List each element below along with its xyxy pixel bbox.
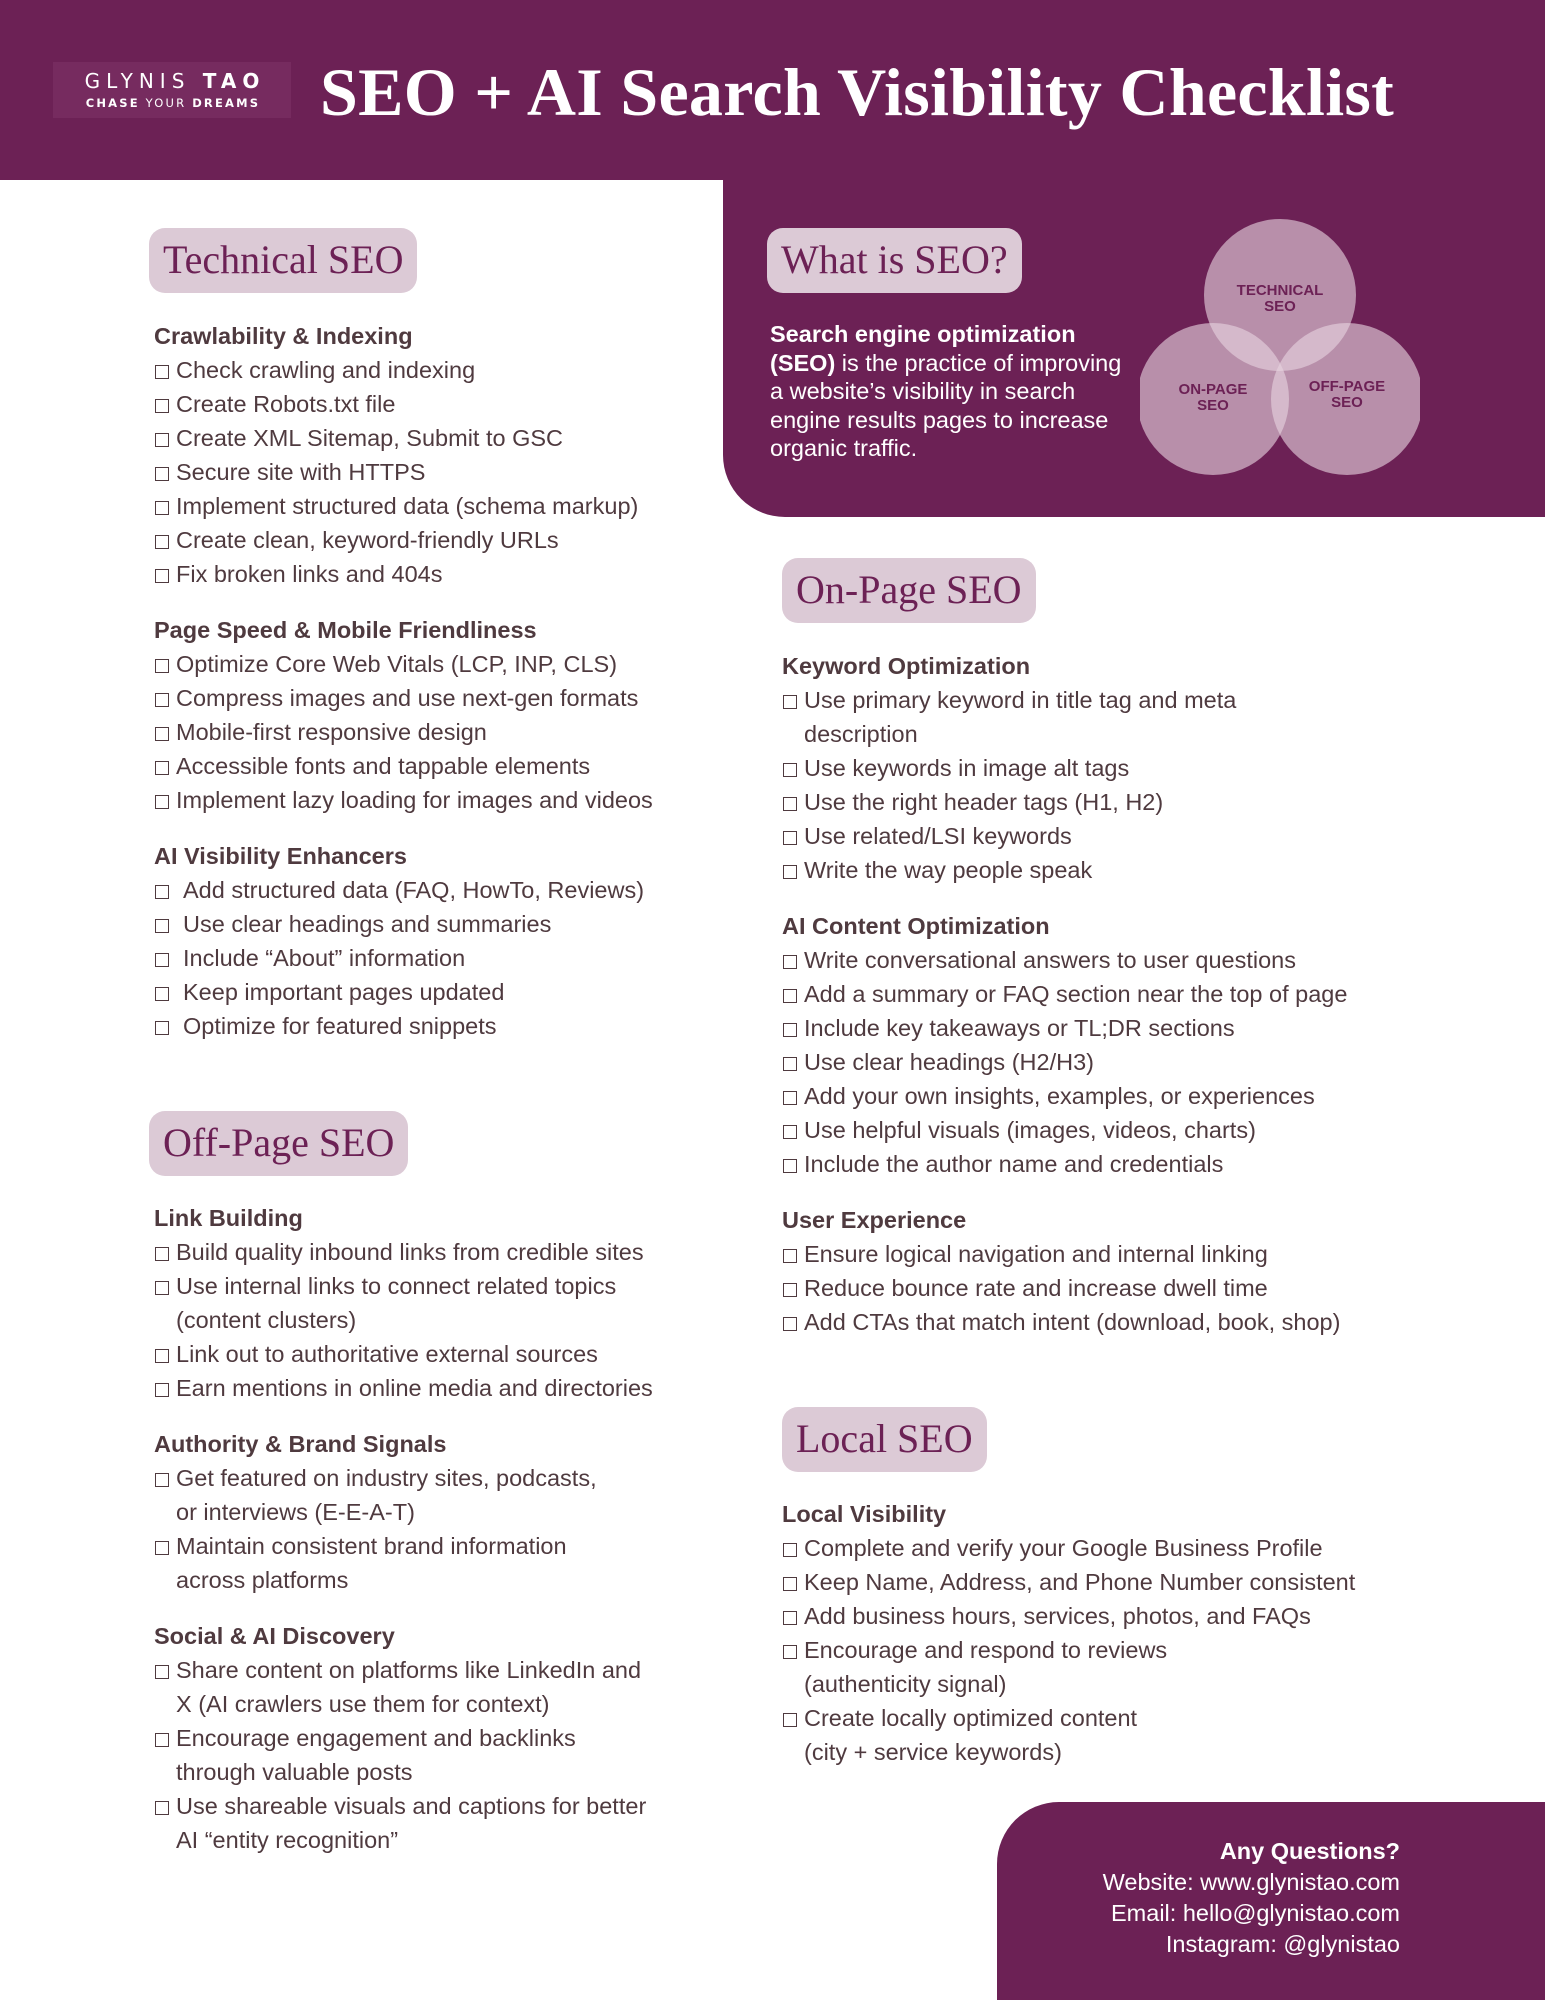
checklist-item-line: Link out to authoritative external sources bbox=[176, 1341, 598, 1367]
checklist-item-line: Add business hours, services, photos, and FAQs bbox=[804, 1603, 1311, 1629]
contact-instagram-link[interactable]: Instagram: @glynistao bbox=[1165, 1931, 1400, 1957]
checklist-item-text bbox=[183, 907, 551, 941]
logo-tagline: CHASE YOUR DREAMS bbox=[85, 96, 261, 110]
on-page-seo-heading: On-Page SEO bbox=[782, 558, 1036, 623]
checklist-item-line: Include the author name and credentials bbox=[804, 1151, 1224, 1177]
checklist-group-title: Authority & Brand Signals bbox=[154, 1431, 447, 1457]
venn-label-technical: TECHNICAL SEO bbox=[1236, 282, 1324, 315]
checklist-item[interactable] bbox=[782, 819, 1347, 853]
checklist-item-text bbox=[183, 941, 465, 975]
checklist-item-text bbox=[804, 683, 1236, 751]
checkbox-icon[interactable] bbox=[783, 1159, 797, 1173]
checkbox-icon[interactable] bbox=[783, 865, 797, 879]
checklist-item[interactable] bbox=[782, 943, 1347, 977]
checkbox-icon[interactable] bbox=[783, 1713, 797, 1727]
checklist-item[interactable] bbox=[782, 1701, 1355, 1769]
venn-circles-icon bbox=[1140, 215, 1420, 475]
checklist-item-line: or interviews (E-E-A-T) bbox=[176, 1499, 415, 1525]
group-spacer bbox=[154, 1597, 653, 1619]
checklist-item[interactable] bbox=[154, 353, 653, 387]
checkbox-icon[interactable] bbox=[155, 987, 169, 1001]
venn-label-on-page: ON-PAGE SEO bbox=[1178, 381, 1248, 414]
group-spacer bbox=[154, 1405, 653, 1427]
checklist-item-line: Add your own insights, examples, or experiences bbox=[804, 1083, 1315, 1109]
checkbox-icon[interactable] bbox=[155, 953, 169, 967]
checklist-item[interactable] bbox=[154, 1269, 653, 1337]
checklist-item-line: across platforms bbox=[176, 1567, 349, 1593]
checklist-item[interactable] bbox=[782, 751, 1347, 785]
checklist-item-line: Use helpful visuals (images, videos, charts) bbox=[804, 1117, 1256, 1143]
checklist-item-text bbox=[804, 1045, 1094, 1079]
checklist-item-line: Build quality inbound links from credible sites bbox=[176, 1239, 644, 1265]
checklist-item-text bbox=[176, 1235, 644, 1269]
checklist-item[interactable] bbox=[154, 1371, 653, 1405]
checklist-item-text bbox=[176, 387, 395, 421]
checkbox-icon[interactable] bbox=[783, 1577, 797, 1591]
checklist-item-line: Maintain consistent brand information bbox=[176, 1533, 567, 1559]
checklist-item[interactable] bbox=[782, 1633, 1355, 1701]
checklist-item-text bbox=[804, 1113, 1256, 1147]
checklist-item-line: Write conversational answers to user questions bbox=[804, 947, 1296, 973]
checkbox-icon[interactable] bbox=[155, 1383, 169, 1397]
checklist-item[interactable] bbox=[154, 975, 653, 1009]
checklist-item-text bbox=[176, 783, 653, 817]
checklist-item[interactable] bbox=[154, 387, 653, 421]
checklist-item[interactable] bbox=[154, 489, 653, 523]
checklist-item-line: Use related/LSI keywords bbox=[804, 823, 1072, 849]
checklist-item-text bbox=[804, 1079, 1315, 1113]
checklist-item[interactable] bbox=[782, 853, 1347, 887]
checklist-item[interactable] bbox=[154, 1529, 653, 1597]
checklist-item[interactable] bbox=[782, 1079, 1347, 1113]
checklist-item-line: description bbox=[804, 721, 918, 747]
checklist-item-line: Use clear headings (H2/H3) bbox=[804, 1049, 1094, 1075]
contact-question: Any Questions? bbox=[1219, 1838, 1400, 1864]
checkbox-icon[interactable] bbox=[155, 1541, 169, 1555]
checklist-group-title: AI Visibility Enhancers bbox=[154, 843, 407, 869]
checklist-item-line: Add CTAs that match intent (download, book, shop) bbox=[804, 1309, 1341, 1335]
checklist-item-line: Add a summary or FAQ section near the top of page bbox=[804, 981, 1348, 1007]
checklist-item-line: Create Robots.txt file bbox=[176, 391, 396, 417]
seo-venn-diagram bbox=[1140, 215, 1420, 475]
off-page-seo-section bbox=[154, 1201, 653, 1857]
checklist-item-line: Secure site with HTTPS bbox=[176, 459, 426, 485]
checklist-item[interactable] bbox=[782, 785, 1347, 819]
checklist-item-text bbox=[804, 1237, 1268, 1271]
checklist-item[interactable] bbox=[154, 749, 653, 783]
checklist-item[interactable] bbox=[782, 1305, 1347, 1339]
group-spacer bbox=[154, 817, 653, 839]
checkbox-icon[interactable] bbox=[783, 1283, 797, 1297]
checklist-item-line: Use internal links to connect related topics bbox=[176, 1273, 617, 1299]
checkbox-icon[interactable] bbox=[783, 1645, 797, 1659]
checkbox-icon[interactable] bbox=[155, 569, 169, 583]
checklist-item[interactable] bbox=[782, 1045, 1347, 1079]
checkbox-icon[interactable] bbox=[783, 1611, 797, 1625]
checklist-item-line: Encourage engagement and backlinks bbox=[176, 1725, 576, 1751]
off-page-seo-heading: Off-Page SEO bbox=[149, 1111, 408, 1176]
technical-seo-heading: Technical SEO bbox=[149, 228, 417, 293]
checklist-item-text bbox=[804, 1565, 1355, 1599]
checkbox-icon[interactable] bbox=[155, 693, 169, 707]
checklist-item-text bbox=[183, 1009, 497, 1043]
checklist-item-text bbox=[176, 557, 442, 591]
checklist-item-line: Earn mentions in online media and directories bbox=[176, 1375, 653, 1401]
checkbox-icon[interactable] bbox=[155, 1247, 169, 1261]
checkbox-icon[interactable] bbox=[155, 1801, 169, 1815]
checklist-item-line: Use keywords in image alt tags bbox=[804, 755, 1130, 781]
checklist-item-text bbox=[804, 1531, 1323, 1565]
checkbox-icon[interactable] bbox=[783, 1125, 797, 1139]
checklist-item-text bbox=[176, 1371, 653, 1405]
local-seo-heading: Local SEO bbox=[782, 1407, 987, 1472]
checklist-item[interactable] bbox=[782, 1011, 1347, 1045]
checklist-item-text bbox=[176, 1653, 641, 1721]
group-spacer bbox=[154, 591, 653, 613]
checklist-item[interactable] bbox=[154, 421, 653, 455]
checklist-item-line: Implement lazy loading for images and videos bbox=[176, 787, 653, 813]
checklist-item[interactable] bbox=[782, 1531, 1355, 1565]
checklist-item-line: Optimize Core Web Vitals (LCP, INP, CLS) bbox=[176, 651, 618, 677]
checklist-group-title: Link Building bbox=[154, 1205, 303, 1231]
checklist-item-line: Create XML Sitemap, Submit to GSC bbox=[176, 425, 564, 451]
checkbox-icon[interactable] bbox=[155, 433, 169, 447]
checklist-item-line: X (AI crawlers use them for context) bbox=[176, 1691, 550, 1717]
checklist-item-line: Optimize for featured snippets bbox=[183, 1013, 497, 1039]
checklist-item[interactable] bbox=[154, 1235, 653, 1269]
checklist-item-line: Include “About” information bbox=[183, 945, 466, 971]
checklist-item-text bbox=[176, 421, 563, 455]
checklist-item-text bbox=[176, 1789, 646, 1857]
checklist-item-line: Mobile-first responsive design bbox=[176, 719, 487, 745]
checklist-group-title: Page Speed & Mobile Friendliness bbox=[154, 617, 537, 643]
checklist-item-text bbox=[176, 1529, 567, 1597]
checklist-item[interactable] bbox=[154, 1009, 653, 1043]
checklist-item-text bbox=[176, 715, 487, 749]
checkbox-icon[interactable] bbox=[783, 1543, 797, 1557]
checklist-item-text bbox=[804, 819, 1072, 853]
checklist-item-line: Accessible fonts and tappable elements bbox=[176, 753, 591, 779]
checklist-item[interactable] bbox=[782, 1113, 1347, 1147]
checkbox-icon[interactable] bbox=[155, 399, 169, 413]
checklist-group-title: User Experience bbox=[782, 1207, 967, 1233]
checkbox-icon[interactable] bbox=[155, 535, 169, 549]
checklist-group-title: Local Visibility bbox=[782, 1501, 947, 1527]
checkbox-icon[interactable] bbox=[783, 1023, 797, 1037]
checklist-item-line: (content clusters) bbox=[176, 1307, 357, 1333]
checklist-item[interactable] bbox=[154, 523, 653, 557]
checklist-item-text bbox=[804, 751, 1129, 785]
checklist-item[interactable] bbox=[154, 557, 653, 591]
checklist-item-text bbox=[176, 1269, 616, 1337]
checklist-item[interactable] bbox=[154, 941, 653, 975]
checklist-item[interactable] bbox=[782, 1599, 1355, 1633]
checklist-item-text bbox=[176, 1721, 576, 1789]
checkbox-icon[interactable] bbox=[155, 467, 169, 481]
checkbox-icon[interactable] bbox=[155, 919, 169, 933]
checkbox-icon[interactable] bbox=[783, 1091, 797, 1105]
checklist-item-line: Complete and verify your Google Business Profile bbox=[804, 1535, 1323, 1561]
checklist-item[interactable] bbox=[154, 907, 653, 941]
on-page-seo-section bbox=[782, 649, 1347, 1339]
checklist-item-text bbox=[176, 523, 559, 557]
checklist-item-line: Share content on platforms like LinkedIn and bbox=[176, 1657, 642, 1683]
checklist-item-line: (city + service keywords) bbox=[804, 1739, 1062, 1765]
checklist-item[interactable] bbox=[154, 873, 653, 907]
checklist-item-line: Use the right header tags (H1, H2) bbox=[804, 789, 1164, 815]
checkbox-icon[interactable] bbox=[783, 763, 797, 777]
checklist-item[interactable] bbox=[782, 1237, 1347, 1271]
checkbox-icon[interactable] bbox=[155, 1665, 169, 1679]
page-title: SEO + AI Search Visibility Checklist bbox=[320, 54, 1395, 130]
checklist-item-line: Keep important pages updated bbox=[183, 979, 505, 1005]
checkbox-icon[interactable] bbox=[155, 727, 169, 741]
contact-info bbox=[1103, 1836, 1400, 1960]
checklist-item-line: Get featured on industry sites, podcasts, bbox=[176, 1465, 597, 1491]
checklist-item-text bbox=[176, 353, 475, 387]
checkbox-icon[interactable] bbox=[155, 795, 169, 809]
checkbox-icon[interactable] bbox=[155, 659, 169, 673]
checklist-item[interactable] bbox=[154, 1721, 653, 1789]
checkbox-icon[interactable] bbox=[155, 1349, 169, 1363]
checklist-item[interactable] bbox=[154, 455, 653, 489]
checklist-item-line: Implement structured data (schema markup) bbox=[176, 493, 639, 519]
checkbox-icon[interactable] bbox=[155, 1021, 169, 1035]
checklist-item[interactable] bbox=[782, 1147, 1347, 1181]
checklist-item-text bbox=[176, 1461, 597, 1529]
checkbox-icon[interactable] bbox=[155, 761, 169, 775]
technical-seo-section bbox=[154, 319, 653, 1043]
checklist-item-text bbox=[804, 943, 1296, 977]
checklist-item-text bbox=[804, 1305, 1340, 1339]
checklist-item-text bbox=[176, 489, 638, 523]
checklist-item[interactable] bbox=[154, 681, 653, 715]
checklist-item[interactable] bbox=[782, 1565, 1355, 1599]
venn-label-off-page: OFF-PAGE SEO bbox=[1308, 378, 1386, 411]
checkbox-icon[interactable] bbox=[783, 831, 797, 845]
checklist-item-line: Use shareable visuals and captions for better bbox=[176, 1793, 647, 1819]
checklist-item-text bbox=[804, 1271, 1268, 1305]
checkbox-icon[interactable] bbox=[155, 885, 169, 899]
checklist-item-line: through valuable posts bbox=[176, 1759, 413, 1785]
checklist-item[interactable] bbox=[154, 1653, 653, 1721]
checklist-item[interactable] bbox=[154, 647, 653, 681]
checklist-item[interactable] bbox=[782, 1271, 1347, 1305]
checklist-item-text bbox=[804, 1011, 1235, 1045]
checklist-item[interactable] bbox=[154, 1337, 653, 1371]
checkbox-icon[interactable] bbox=[155, 1281, 169, 1295]
checklist-item-line: Create clean, keyword-friendly URLs bbox=[176, 527, 559, 553]
checklist-item-line: Keep Name, Address, and Phone Number consistent bbox=[804, 1569, 1356, 1595]
checklist-group-title: Crawlability & Indexing bbox=[154, 323, 413, 349]
checkbox-icon[interactable] bbox=[783, 955, 797, 969]
checklist-item-line: Include key takeaways or TL;DR sections bbox=[804, 1015, 1235, 1041]
checklist-item-line: Use primary keyword in title tag and meta bbox=[804, 687, 1237, 713]
checklist-item-text bbox=[176, 681, 638, 715]
brand-logo[interactable] bbox=[53, 62, 291, 118]
checklist-item-line: Ensure logical navigation and internal linking bbox=[804, 1241, 1268, 1267]
checklist-item-line: Create locally optimized content bbox=[804, 1705, 1138, 1731]
checklist-item[interactable] bbox=[782, 683, 1347, 751]
checklist-item-text bbox=[176, 455, 425, 489]
checklist-item-text bbox=[804, 1701, 1137, 1769]
checkbox-icon[interactable] bbox=[783, 1317, 797, 1331]
group-spacer bbox=[782, 1181, 1347, 1203]
checkbox-icon[interactable] bbox=[155, 365, 169, 379]
checkbox-icon[interactable] bbox=[155, 1733, 169, 1747]
checkbox-icon[interactable] bbox=[155, 1473, 169, 1487]
checklist-item-line: Compress images and use next-gen formats bbox=[176, 685, 639, 711]
checkbox-icon[interactable] bbox=[783, 695, 797, 709]
checkbox-icon[interactable] bbox=[783, 1249, 797, 1263]
checklist-item[interactable] bbox=[154, 783, 653, 817]
checklist-item[interactable] bbox=[154, 1789, 653, 1857]
checklist-item-line: AI “entity recognition” bbox=[176, 1827, 399, 1853]
checklist-item-text bbox=[804, 1633, 1167, 1701]
checkbox-icon[interactable] bbox=[783, 797, 797, 811]
checklist-item-text bbox=[804, 1599, 1311, 1633]
checklist-item-text bbox=[804, 785, 1163, 819]
checklist-item-text bbox=[804, 853, 1092, 887]
header-banner bbox=[0, 0, 1545, 180]
checklist-item-line: Check crawling and indexing bbox=[176, 357, 476, 383]
seo-definition: Search engine optimization (SEO) is the practice of improving a website’s visibility in search engine results pages to increase organic traffic. bbox=[770, 321, 1122, 461]
checklist-item[interactable] bbox=[782, 977, 1347, 1011]
checklist-item-line: Fix broken links and 404s bbox=[176, 561, 443, 587]
checklist-group-title: Social & AI Discovery bbox=[154, 1623, 395, 1649]
checklist-item-line: Reduce bounce rate and increase dwell time bbox=[804, 1275, 1268, 1301]
checklist-item-text bbox=[176, 647, 617, 681]
checklist-item-line: Encourage and respond to reviews bbox=[804, 1637, 1168, 1663]
checklist-group-title: Keyword Optimization bbox=[782, 653, 1031, 679]
local-seo-section bbox=[782, 1497, 1355, 1769]
checklist-item-line: Add structured data (FAQ, HowTo, Reviews) bbox=[183, 877, 645, 903]
checklist-item-text bbox=[176, 1337, 598, 1371]
group-spacer bbox=[782, 887, 1347, 909]
checkbox-icon[interactable] bbox=[783, 989, 797, 1003]
checkbox-icon[interactable] bbox=[783, 1057, 797, 1071]
checklist-item-line: Write the way people speak bbox=[804, 857, 1093, 883]
logo-name: GLYNIS TAO bbox=[84, 69, 266, 93]
checklist-item-text bbox=[804, 977, 1347, 1011]
what-is-seo-heading: What is SEO? bbox=[767, 228, 1022, 293]
contact-website-link[interactable]: Website: www.glynistao.com bbox=[1102, 1869, 1400, 1895]
checklist-item-text bbox=[176, 749, 590, 783]
checklist-item[interactable] bbox=[154, 715, 653, 749]
checklist-item-text bbox=[804, 1147, 1223, 1181]
checklist-group-title: AI Content Optimization bbox=[782, 913, 1050, 939]
checklist-item-line: (authenticity signal) bbox=[804, 1671, 1007, 1697]
checkbox-icon[interactable] bbox=[155, 501, 169, 515]
contact-email-link[interactable]: Email: hello@glynistao.com bbox=[1111, 1900, 1400, 1926]
checklist-item[interactable] bbox=[154, 1461, 653, 1529]
checklist-item-text bbox=[183, 873, 644, 907]
checklist-item-line: Use clear headings and summaries bbox=[183, 911, 552, 937]
checklist-item-text bbox=[183, 975, 504, 1009]
